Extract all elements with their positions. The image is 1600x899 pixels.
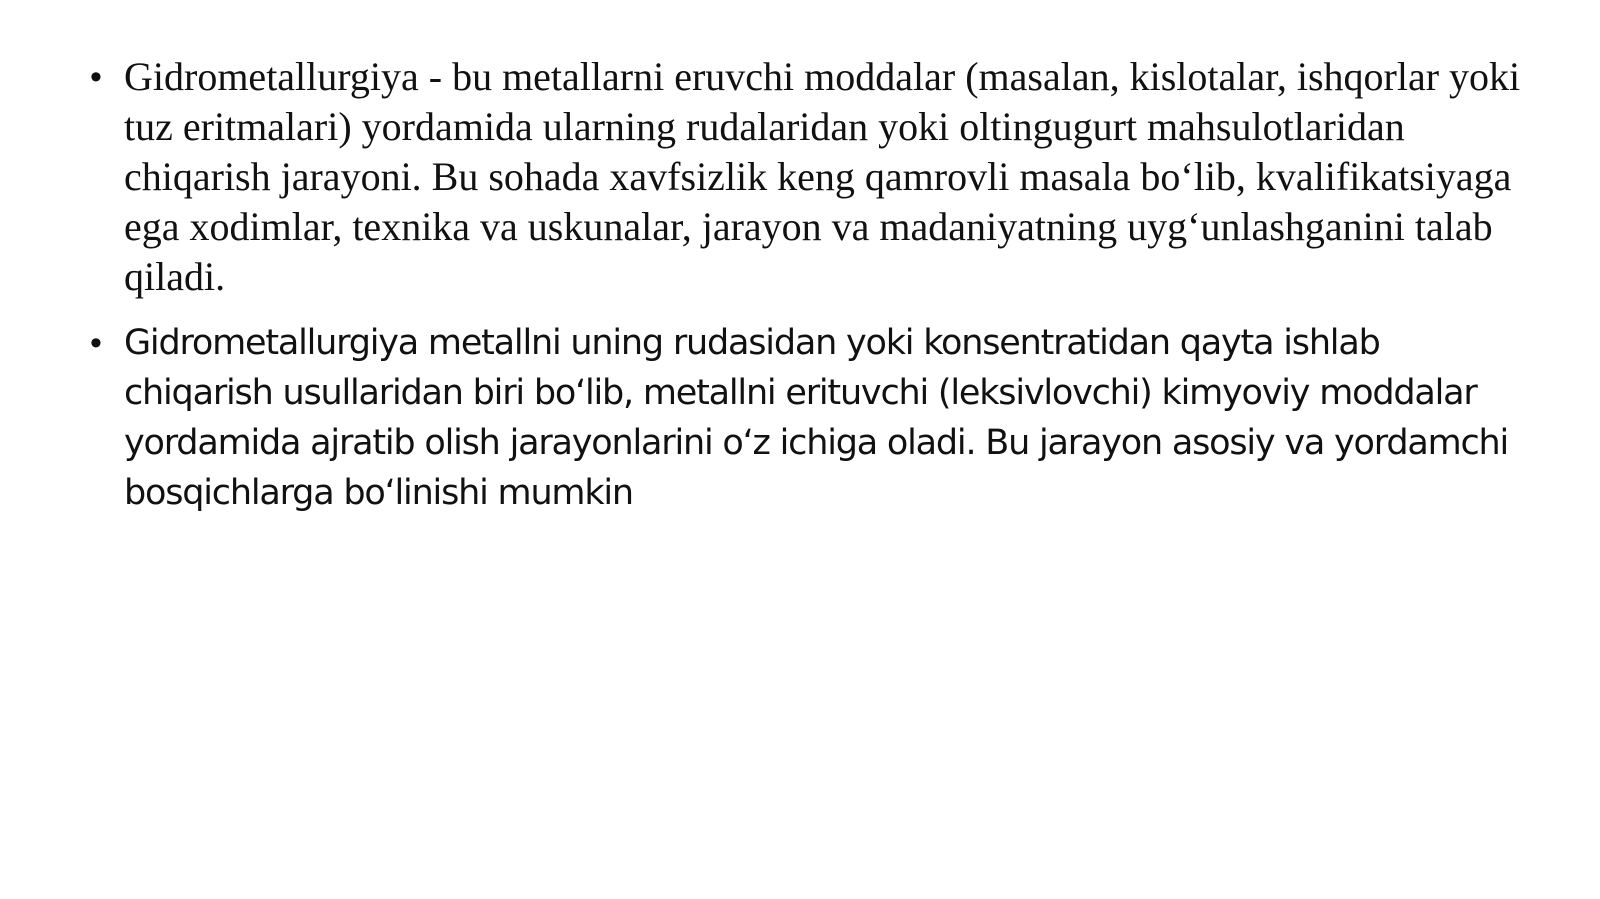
bullet-text: Gidrometallurgiya - bu metallarni eruvchi moddalar (masalan, kislotalar, ishqorlar yoki tuz eritmalari) yordamida ularning rudalaridan yoki oltingugurt mahsulotlaridan chiqarish jarayoni. Bu sohada xavfsizlik keng qamrovli masala bo‘lib, kvalifikatsiyaga ega xodimlar, texnika va uskunalar, jarayon va madaniyatning uyg‘unlashganini talab qiladi. [124,54,1521,299]
bullet-marker: • [90,324,102,362]
bullet-marker: • [90,58,102,96]
bullet-text: Gidrometallurgiya metallni uning rudasidan yoki konsentratidan qayta ishlab chiqarish usullaridan biri bo‘lib, metallni erituvchi (leksivlovchi) kimyoviy moddalar yordamida ajratib olish jarayonlarini o‘z ichiga oladi. Bu jarayon asosiy va yordamchi bosqichlarga bo‘linishi mumkin [124,323,1509,513]
bullet-item-hydrometallurgy-process [90,318,1530,518]
bullet-item-hydrometallurgy-definition [90,52,1530,302]
bullet-list [90,52,1530,518]
